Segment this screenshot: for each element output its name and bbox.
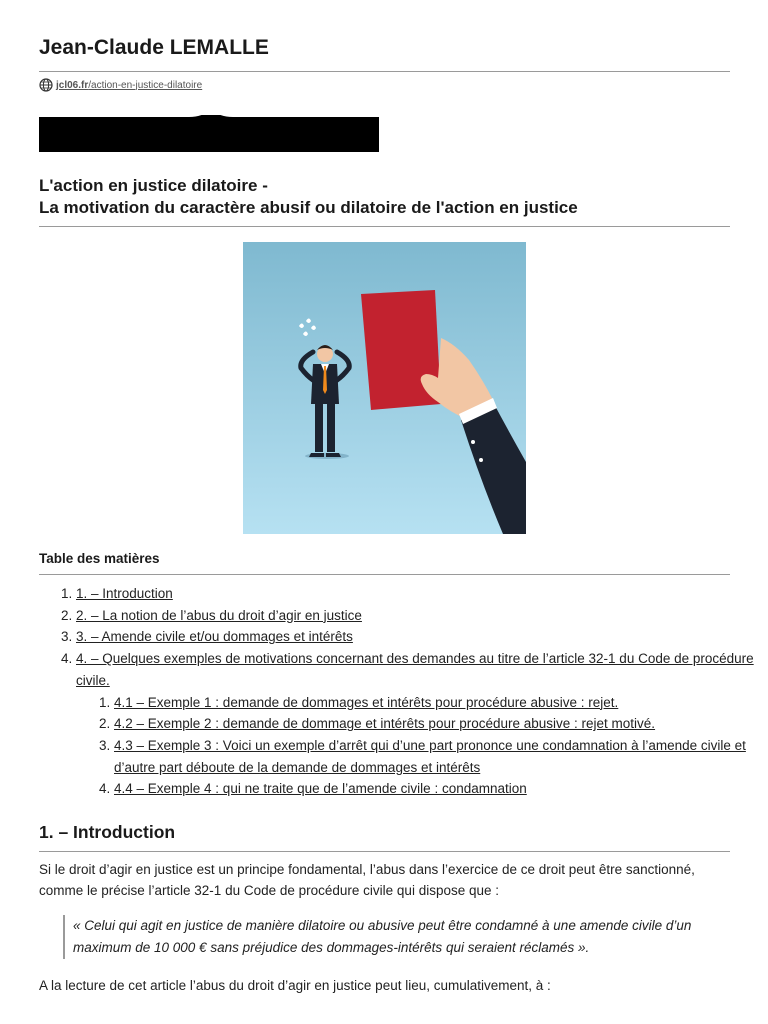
toc-link-amende-civile[interactable]: 3. – Amende civile et/ou dommages et intérêts (76, 629, 353, 645)
toc-link-exemple-4[interactable]: 4.4 – Exemple 4 : qui ne traite que de l’amende civile : condamnation (114, 781, 527, 797)
toc-item (76, 583, 767, 605)
hero-illustration (243, 242, 526, 534)
toc-link-exemple-3[interactable]: 4.3 – Exemple 3 : Voici un exemple d’arrêt qui d’une part prononce une condamnation à l’amende civile et d’autre part déboute de la demande de dommages et intérêts (114, 737, 746, 775)
toc-title: Table des matières (39, 551, 160, 566)
toc-link-notion-abus[interactable]: 2. – La notion de l’abus du droit d’agir en justice (76, 607, 362, 623)
toc-item (76, 648, 767, 800)
toc-link-introduction[interactable]: 1. – Introduction (76, 586, 173, 601)
toc-link-exemples[interactable]: 4. – Quelques exemples de motivations concernant des demandes au titre de l’article 32-1 du Code de procédure civile. (76, 651, 754, 688)
toc-subitem (114, 692, 767, 714)
site-title: Jean-Claude LEMALLE (39, 36, 269, 59)
toc-subitem (114, 778, 767, 800)
toc-subitem (114, 735, 767, 778)
url-domain: jcl06.fr (56, 79, 89, 91)
article-title (39, 175, 578, 219)
section-divider (39, 851, 730, 852)
banner-graphic (39, 115, 379, 152)
toc-link-exemple-2[interactable]: 4.2 – Exemple 2 : demande de dommage et intérêts pour procédure abusive : rejet motivé. (114, 716, 656, 732)
title-divider (39, 226, 730, 227)
url-path: /action-en-justice-dilatoire (88, 79, 203, 91)
table-of-contents (39, 583, 767, 800)
header-divider (39, 71, 730, 72)
section-heading-introduction: 1. – Introduction (39, 822, 176, 842)
intro-paragraph: Si le droit d’agir en justice est un principe fondamental, l’abus dans l’exercice de ce droit peut être sanctionné, comme le précise l’article 32-1 du Code de procédure civile qui dispose que : (39, 862, 695, 898)
toc-divider (39, 574, 730, 575)
article-title-line2: La motivation du caractère abusif ou dilatoire de l'action en justice (39, 198, 578, 217)
followup-paragraph: A la lecture de cet article l’abus du droit d’agir en justice peut lieu, cumulativement, à : (39, 978, 551, 993)
article-quote: « Celui qui agit en justice de manière dilatoire ou abusive peut être condamné à une amende civile d’un maximum de 10 000 € sans préjudice des dommages-intérêts qui seraient réclamés ». (63, 915, 740, 959)
toc-item (76, 626, 767, 648)
article-title-line1: L'action en justice dilatoire - (39, 176, 268, 195)
toc-link-exemple-1[interactable]: 4.1 – Exemple 1 : demande de dommages et intérêts pour procédure abusive : rejet. (114, 694, 619, 710)
source-url-link[interactable] (56, 80, 202, 91)
toc-sublist (76, 692, 767, 801)
source-url (39, 78, 202, 92)
toc-item (76, 605, 767, 627)
globe-icon (39, 78, 53, 92)
toc-subitem (114, 713, 767, 735)
